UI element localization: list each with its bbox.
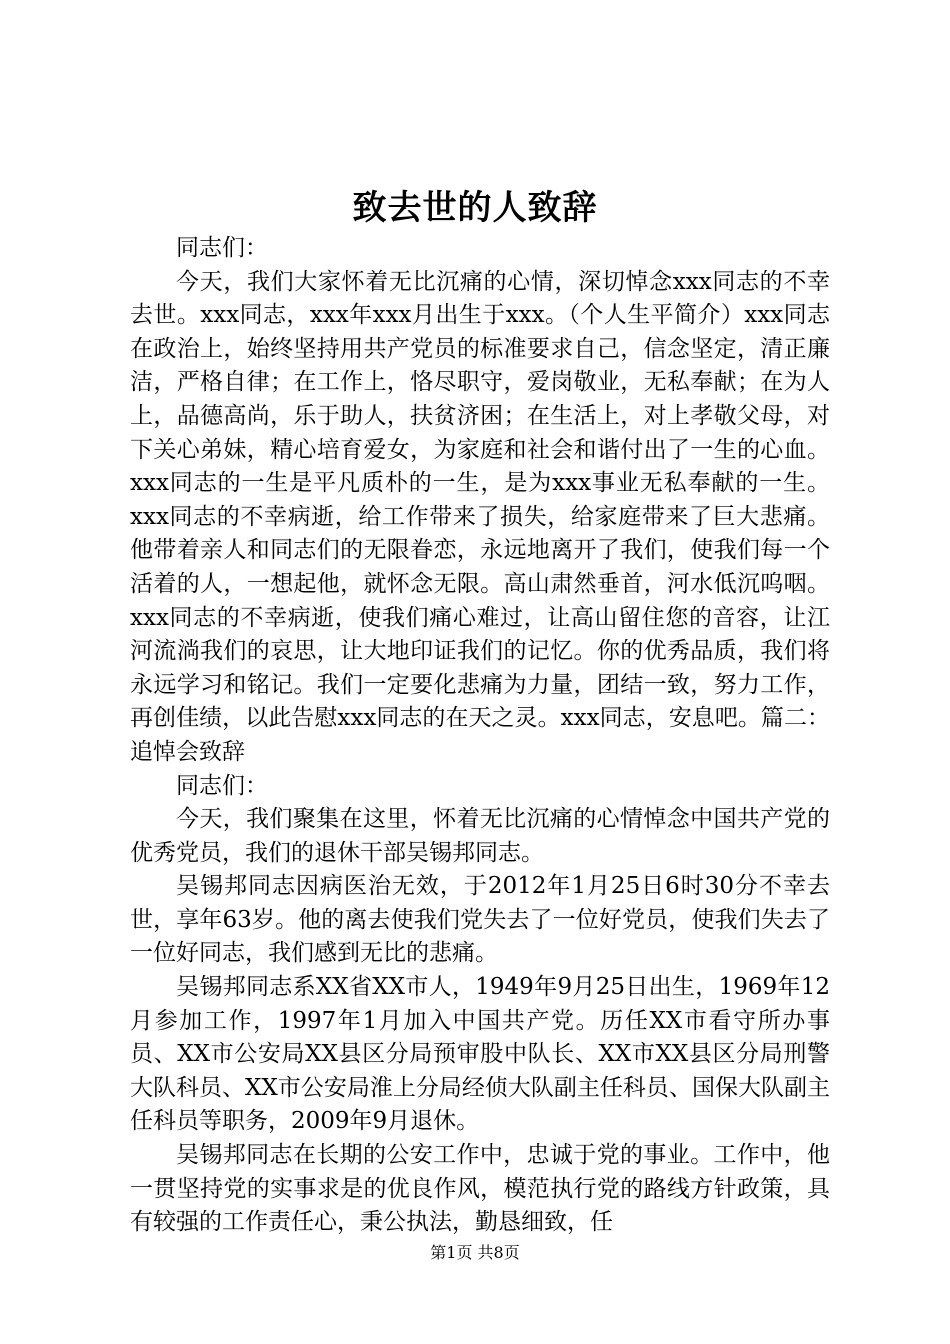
paragraph-eulogy-main: 今天，我们大家怀着无比沉痛的心情，深切悼念xxx同志的不幸去世。xxx同志，xxx年xxx月出生于xxx。（个人生平简介）xxx同志在政治上，始终坚持用共产党员的标准要求自己，信念坚定，清正廉洁，严格自律；在工作上，恪尽职守，爱岗敬业，无私奉献；在为人上，品德高尚，乐于助人，扶贫济困；在生活上，对上孝敬父母，对下关心弟妹，精心培育爱女，为家庭和社会和谐付出了一生的心血。xxx同志的一生是平凡质朴的一生，是为xxx事业无私奉献的一生。xxx同志的不幸病逝，给工作带来了损失，给家庭带来了巨大悲痛。他带着亲人和同志们的无限眷恋，永远地离开了我们，使我们每一个活着的人，一想起他，就怀念无限。高山肃然垂首，河水低沉呜咽。xxx同志的不幸病逝，使我们痛心难过，让高山留住您的音容，让江河流淌我们的哀思，让大地印证我们的记忆。你的优秀品质，我们将永远学习和铭记。我们一定要化悲痛为力量，团结一致，努力工作，再创佳绩，以此告慰xxx同志的在天之灵。xxx同志，安息吧。篇二：追悼会致辞 [130, 268, 830, 765]
paragraph-salutation-1: 同志们： [176, 235, 268, 261]
paragraph-biography: 吴锡邦同志系XX省XX市人，1949年9月25日出生，1969年12月参加工作，1997年1月加入中国共产党。历任XX市看守所办事员、XX市公安局XX县区分局预审股中队长、XX市XX县区分局刑警大队科员、XX市公安局淮上分局经侦大队副主任科员、国保大队副主任科员等职务，2009年9月退休。 [130, 974, 830, 1135]
document-title: 致去世的人致辞 [352, 188, 598, 228]
page-number: 第1页 [430, 1243, 473, 1262]
paragraph-career: 吴锡邦同志在长期的公安工作中，忠诚于党的事业。工作中，他一贯坚持党的实事求是的优良作风，模范执行党的路线方针政策，具有较强的工作责任心，秉公执法，勤恳细致，任 [130, 1142, 830, 1236]
paragraph-opening: 今天，我们聚集在这里，怀着无比沉痛的心情悼念中国共产党的优秀党员，我们的退休干部吴锡邦同志。 [130, 806, 830, 866]
paragraph-passing: 吴锡邦同志因病医治无效，于2012年1月25日6时30分不幸去世，享年63岁。他的离去使我们党失去了一位好党员，使我们失去了一位好同志，我们感到无比的悲痛。 [130, 873, 830, 967]
page-total: 共8页 [477, 1243, 520, 1262]
paragraph-salutation-2: 同志们： [176, 772, 268, 799]
page-footer [0, 1242, 950, 1264]
document-body [130, 232, 830, 1240]
